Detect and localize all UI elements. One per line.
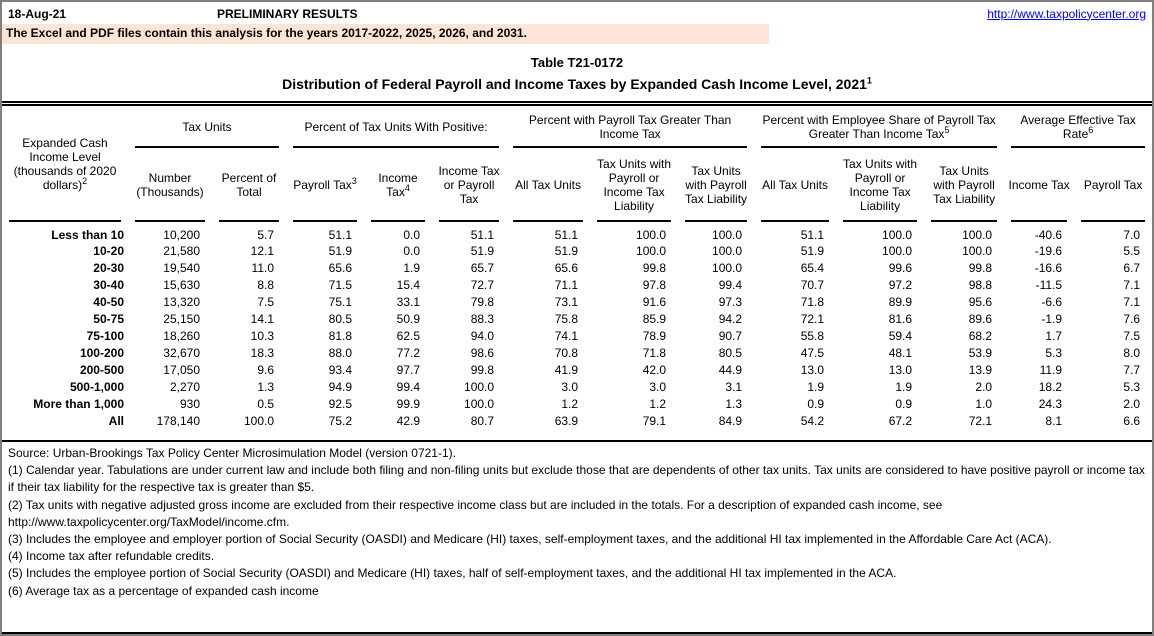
table-cell: 100.0 (882, 243, 913, 258)
table-row (2, 327, 1152, 344)
table-cell: 18.2 (1038, 379, 1063, 394)
table-cell: 42.0 (642, 362, 667, 377)
group-header-text: Percent with Employee Share of Payroll Tax Greater Than Income Tax (762, 113, 996, 141)
column-header-text: Tax Units with Payroll Tax Liability (933, 164, 996, 206)
table-cell: 9.6 (257, 362, 275, 377)
group-header-text: Average Effective Tax Rate (1020, 113, 1136, 141)
table-cell: 80.5 (328, 311, 353, 326)
table-cell: 47.5 (800, 345, 825, 360)
table-cell: 89.9 (888, 294, 913, 309)
column-header-text: Payroll Tax (293, 178, 352, 192)
table-cell: 75.2 (328, 413, 353, 428)
row-label: Less than 10 (51, 228, 124, 242)
column-header-payroll-tax (286, 148, 364, 222)
table-cell: 84.9 (718, 413, 743, 428)
table-cell: 53.9 (968, 345, 993, 360)
table-cell: 18,260 (163, 328, 200, 343)
group-header-avg-effective-rate (1004, 106, 1152, 148)
table-cell: 8.0 (1123, 345, 1141, 360)
table-cell: 99.4 (718, 277, 743, 292)
page-title-footnote-ref: 1 (866, 75, 872, 86)
table-cell: 1.7 (1045, 328, 1063, 343)
column-header-units-payroll-or-income-liability-2 (836, 148, 924, 222)
table-row (2, 222, 1152, 242)
table-cell: 100.0 (712, 243, 743, 258)
table-cell: 1.2 (649, 396, 667, 411)
table-cell: 14.1 (250, 311, 275, 326)
column-header-income-level (2, 106, 128, 222)
column-header-rate-payroll-tax (1074, 148, 1152, 222)
group-header-employee-share-greater (754, 106, 1004, 148)
table-number: Table T21-0172 (530, 55, 624, 70)
taxpolicycenter-link[interactable]: http://www.taxpolicycenter.org (987, 6, 1146, 21)
column-header-percent-of-total (212, 148, 286, 222)
page-header (2, 2, 1152, 23)
table-cell: 15,630 (163, 277, 200, 292)
table-cell: 65.6 (554, 260, 579, 275)
row-label: 50-75 (93, 311, 124, 326)
table-cell: 7.0 (1123, 228, 1141, 242)
table-cell: 95.6 (968, 294, 993, 309)
column-header-all-tax-units-2 (754, 148, 836, 222)
table-cell: 7.1 (1123, 277, 1141, 292)
column-header-income-tax (364, 148, 432, 222)
table-cell: 51.1 (328, 228, 353, 242)
table-cell: 1.9 (895, 379, 913, 394)
footnote-ref: 4 (404, 183, 410, 193)
table-cell: 99.9 (396, 396, 421, 411)
table-cell: 73.1 (554, 294, 579, 309)
table-cell: 80.5 (718, 345, 743, 360)
table-cell: 17,050 (163, 362, 200, 377)
table-cell: 3.1 (725, 379, 743, 394)
row-label: 20-30 (93, 260, 124, 275)
footnote-ref: 2 (82, 176, 88, 186)
row-label: 75-100 (86, 328, 124, 343)
table-cell: 1.2 (561, 396, 579, 411)
table-cell: 51.9 (328, 243, 353, 258)
table-cell: -6.6 (1041, 294, 1063, 309)
group-header-row (2, 106, 1152, 148)
column-header-number (128, 148, 212, 222)
table-cell: 65.7 (470, 260, 495, 275)
table-cell: 74.1 (554, 328, 579, 343)
table-cell: 12.1 (250, 243, 275, 258)
table-row (2, 395, 1152, 412)
table-cell: 92.5 (328, 396, 353, 411)
table-cell: 99.4 (396, 379, 421, 394)
table-cell: 51.1 (470, 228, 495, 242)
page-title-text: Distribution of Federal Payroll and Income Taxes by Expanded Cash Income Level, 2021 (282, 76, 867, 92)
footnote-ref: 5 (944, 125, 950, 135)
table-cell: 71.8 (642, 345, 667, 360)
table-cell: 71.1 (554, 277, 579, 292)
table-cell: 100.0 (882, 228, 913, 242)
table-cell: 68.2 (968, 328, 993, 343)
table-row (2, 378, 1152, 395)
table-row (2, 361, 1152, 378)
column-header-text: Income Tax (1008, 178, 1070, 192)
table-cell: 97.8 (642, 277, 667, 292)
table-cell: 11.0 (251, 260, 275, 275)
table-cell: 91.6 (642, 294, 667, 309)
table-cell: 15.4 (396, 277, 421, 292)
table-cell: 7.7 (1123, 362, 1141, 377)
column-header-text: All Tax Units (515, 178, 581, 192)
date-label: 18-Aug-21 (8, 6, 67, 21)
table-cell: 51.9 (800, 243, 825, 258)
column-header-all-tax-units-1 (506, 148, 590, 222)
table-cell: 7.1 (1123, 294, 1141, 309)
table-cell: 178,140 (156, 413, 200, 428)
table-cell: 94.0 (470, 328, 495, 343)
footnotes (2, 442, 1152, 632)
footnote: (2) Tax units with negative adjusted gross income are excluded from their respective income class but are included in the totals. For a description of expanded cash income, see http://www.taxpolicycenter.org/TaxModel/income.cfm. (8, 497, 943, 529)
table-cell: 81.8 (328, 328, 353, 343)
row-label: 200-500 (79, 362, 124, 377)
table-cell: 62.5 (396, 328, 421, 343)
table-cell: 24.3 (1038, 396, 1063, 411)
table-cell: 50.9 (396, 311, 421, 326)
footnote: (1) Calendar year. Tabulations are under current law and include both filing and non-filing units but exclude those that are dependents of other tax units. Tax units are considered to have positive payroll or income tax if their tax liability for the respective tax is greater than $5. (8, 463, 1145, 495)
table-row (2, 293, 1152, 310)
table-cell: 0.9 (895, 396, 913, 411)
column-header-text: Tax Units with Payroll or Income Tax Liability (843, 157, 918, 213)
table-cell: 99.6 (888, 260, 913, 275)
table-cell: -40.6 (1034, 228, 1063, 242)
table-cell: 8.1 (1045, 413, 1063, 428)
table-cell: 100.0 (464, 396, 495, 411)
table-cell: 100.0 (243, 413, 275, 428)
footnote-ref: 6 (1088, 125, 1094, 135)
table-cell: 77.2 (396, 345, 421, 360)
column-header-text: Payroll Tax (1083, 178, 1143, 192)
title-block (2, 55, 1152, 92)
table-cell: 5.7 (257, 228, 275, 242)
table-cell: 7.5 (257, 294, 275, 309)
row-label: More than 1,000 (33, 396, 124, 411)
table-cell: 72.1 (968, 413, 993, 428)
group-header-payroll-greater (506, 106, 754, 148)
notice-banner: The Excel and PDF files contain this analysis for the years 2017-2022, 2025, 2026, and 2031. (2, 24, 769, 44)
column-header-income-or-payroll (432, 148, 506, 222)
table-cell: 90.7 (718, 328, 743, 343)
table-cell: 72.7 (470, 277, 495, 292)
table-cell: 65.4 (800, 260, 825, 275)
table-cell: 71.8 (800, 294, 825, 309)
table-cell: 42.9 (396, 413, 421, 428)
table-cell: 25,150 (163, 311, 200, 326)
table-cell: 97.2 (888, 277, 913, 292)
table-cell: 75.8 (554, 311, 579, 326)
table-cell: 59.4 (888, 328, 913, 343)
table-cell: -11.5 (1035, 277, 1063, 292)
sub-header-row (2, 148, 1152, 222)
table-row (2, 344, 1152, 361)
table-cell: 98.8 (968, 277, 993, 292)
table-cell: 100.0 (712, 260, 743, 275)
table-cell: 6.6 (1123, 413, 1141, 428)
table-cell: 6.7 (1123, 260, 1141, 275)
table-header (2, 106, 1152, 222)
table-row (2, 242, 1152, 259)
table-row (2, 276, 1152, 293)
table-cell: 13.0 (888, 362, 913, 377)
table-cell: 100.0 (712, 228, 743, 242)
table-cell: 54.2 (800, 413, 825, 428)
table-cell: 99.8 (470, 362, 495, 377)
table-cell: 70.7 (800, 277, 825, 292)
table-cell: 41.9 (554, 362, 579, 377)
table-cell: 10.3 (250, 328, 275, 343)
column-header-text: Income Tax (378, 171, 418, 199)
table-cell: 0.5 (257, 396, 275, 411)
table-cell: 13,320 (163, 294, 200, 309)
column-header-text: Tax Units with Payroll Tax Liability (685, 164, 748, 206)
table-cell: 33.1 (396, 294, 421, 309)
group-header-text: Tax Units (182, 120, 232, 134)
table-cell: 13.0 (800, 362, 825, 377)
footnote: (4) Income tax after refundable credits. (8, 549, 215, 564)
table-cell: 79.8 (470, 294, 495, 309)
table-cell: 0.9 (807, 396, 825, 411)
table-cell: 0.0 (403, 228, 421, 242)
table-cell: 75.1 (328, 294, 353, 309)
table-row (2, 412, 1152, 429)
column-header-text: Income Tax or Payroll Tax (438, 164, 500, 206)
table-cell: 100.0 (962, 228, 993, 242)
footnote: (3) Includes the employee and employer portion of Social Security (OASDI) and Medicare (HI) taxes, self-employment taxes, and the additional HI tax implemented in the Affordable Care Act (ACA). (8, 532, 1052, 547)
table-cell: 7.5 (1123, 328, 1141, 343)
table-cell: 100.0 (636, 228, 667, 242)
column-header-units-payroll-or-income-liability-1 (590, 148, 678, 222)
table-cell: 1.9 (807, 379, 825, 394)
table-cell: 930 (179, 396, 200, 411)
table-cell: 71.5 (328, 277, 353, 292)
table-cell: 1.9 (403, 260, 421, 275)
table-cell: 13.9 (968, 362, 993, 377)
table-cell: 88.3 (470, 311, 495, 326)
table-row (2, 259, 1152, 276)
table-cell: 100.0 (962, 243, 993, 258)
column-header-units-payroll-liability-1 (678, 148, 754, 222)
table-cell: 48.1 (888, 345, 913, 360)
column-header-text: Expanded Cash Income Level (thousands of 2020 dollars) (13, 136, 117, 192)
column-header-text: Percent of Total (221, 171, 277, 199)
table-row (2, 310, 1152, 327)
table-cell: 80.7 (470, 413, 495, 428)
row-label: 10-20 (93, 243, 124, 258)
footnote: (5) Includes the employee portion of Social Security (OASDI) and Medicare (HI) taxes, half of self-employment taxes, and the additional HI tax implemented in the ACA. (8, 566, 897, 581)
bottom-border (2, 632, 1152, 634)
table-cell: 100.0 (464, 379, 495, 394)
table-cell: 2,270 (169, 379, 200, 394)
table-cell: 5.3 (1045, 345, 1063, 360)
table-cell: -16.6 (1034, 260, 1063, 275)
table-cell: 11.9 (1039, 362, 1063, 377)
table-cell: 8.8 (257, 277, 275, 292)
column-header-units-payroll-liability-2 (924, 148, 1004, 222)
table-cell: 2.0 (1123, 396, 1141, 411)
table-cell: 21,580 (163, 243, 200, 258)
row-label: All (108, 413, 124, 428)
row-label: 500-1,000 (69, 379, 124, 394)
page-title (2, 76, 1152, 92)
row-label: 40-50 (93, 294, 124, 309)
table-cell: 99.8 (968, 260, 993, 275)
group-header-percent-positive (286, 106, 506, 148)
table-cell: 98.6 (470, 345, 495, 360)
table-cell: 5.5 (1123, 243, 1141, 258)
table-cell: 3.0 (649, 379, 667, 394)
table-cell: 67.2 (888, 413, 913, 428)
table-cell: 63.9 (554, 413, 579, 428)
table-cell: 32,670 (163, 345, 200, 360)
table-cell: 1.0 (975, 396, 993, 411)
table-cell: 100.0 (636, 243, 667, 258)
table-cell: 85.9 (642, 311, 667, 326)
table-cell: 51.1 (554, 228, 579, 242)
table-cell: 94.9 (328, 379, 353, 394)
table-cell: 70.8 (554, 345, 579, 360)
table-cell: 93.4 (328, 362, 353, 377)
footnote: Source: Urban-Brookings Tax Policy Center Microsimulation Model (version 0721-1). (8, 446, 456, 460)
table-cell: 65.6 (328, 260, 353, 275)
table-cell: 94.2 (718, 311, 743, 326)
table-cell: 51.9 (554, 243, 579, 258)
table-cell: 44.9 (718, 362, 743, 377)
column-header-text: Number (Thousands) (136, 171, 204, 199)
table-cell: 0.0 (403, 243, 421, 258)
group-header-text: Percent of Tax Units With Positive: (304, 120, 488, 134)
table-cell: 88.0 (328, 345, 353, 360)
table-cell: 79.1 (642, 413, 667, 428)
table-cell: 1.3 (257, 379, 275, 394)
table-cell: 89.6 (968, 311, 993, 326)
group-header-tax-units (128, 106, 286, 148)
table-cell: 18.3 (250, 345, 275, 360)
table-cell: 51.9 (470, 243, 495, 258)
column-header-text: Tax Units with Payroll or Income Tax Liability (597, 157, 672, 213)
table-cell: -1.9 (1041, 311, 1063, 326)
footnote-ref: 3 (351, 176, 357, 186)
table-cell: 72.1 (800, 311, 825, 326)
table-cell: 99.8 (642, 260, 667, 275)
group-header-text: Percent with Payroll Tax Greater Than Income Tax (528, 113, 732, 141)
table-cell: 78.9 (642, 328, 667, 343)
table-cell: 81.6 (888, 311, 913, 326)
table-cell: 97.3 (718, 294, 743, 309)
table-cell: 55.8 (800, 328, 825, 343)
column-header-text: All Tax Units (762, 178, 828, 192)
column-header-rate-income-tax (1004, 148, 1074, 222)
table-cell: 51.1 (800, 228, 825, 242)
table-cell: 3.0 (561, 379, 579, 394)
table-cell: 2.0 (975, 379, 993, 394)
row-label: 100-200 (79, 345, 124, 360)
table-cell: 5.3 (1123, 379, 1141, 394)
table-cell: -19.6 (1034, 243, 1063, 258)
table-cell: 19,540 (163, 260, 200, 275)
row-label: 30-40 (93, 277, 124, 292)
table-cell: 10,200 (163, 228, 200, 242)
preliminary-results-label: PRELIMINARY RESULTS (217, 6, 358, 21)
table-cell: 1.3 (725, 396, 743, 411)
table-cell: 97.7 (396, 362, 421, 377)
table-cell: 7.6 (1123, 311, 1141, 326)
distribution-table (2, 106, 1152, 429)
table-body (2, 222, 1152, 429)
footnote: (6) Average tax as a percentage of expanded cash income (8, 583, 319, 598)
